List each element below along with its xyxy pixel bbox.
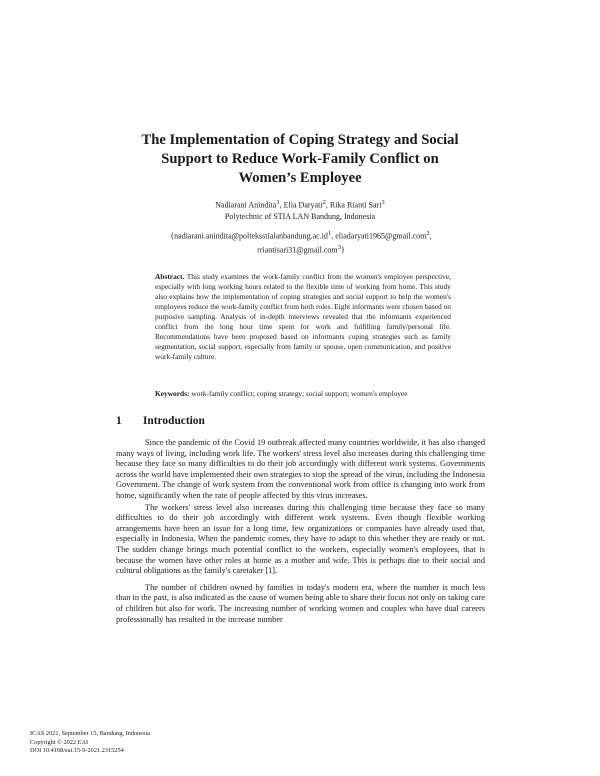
abstract-label: Abstract.: [155, 272, 185, 281]
author-separator: ,: [279, 200, 284, 210]
email-superscript: 1: [327, 230, 332, 237]
email-address: eliadaryati1965@gmail.com: [335, 231, 427, 241]
author-names: [120, 197, 480, 211]
author-superscript: 3: [381, 199, 385, 206]
keywords: [155, 389, 451, 399]
email-superscript: 2: [426, 230, 430, 237]
author-name: Nadiarani Anindita: [215, 200, 277, 210]
body-text: [116, 438, 485, 625]
email-superscript: 3: [337, 243, 341, 251]
body-paragraph: The number of children owned by families in today's modern era, where the number is much less than in the past, is also indicated as the cause of women being able to share their focus not only on taking care of children but also for work. The increasing number of working women and couples who have dual careers professionally has resulted in the increase number: [116, 582, 485, 624]
email-address: rriantisari31@gmail.com: [257, 245, 338, 255]
author-affiliation: Polytechnic of STIA LAN Bandung, Indonesia: [224, 211, 376, 221]
keywords-text: work-family conflict; coping strategy; social support; women's employee: [189, 389, 408, 398]
abstract: [155, 272, 451, 362]
section-number: 1: [116, 415, 122, 427]
author-block: [120, 197, 480, 222]
email-brace: }: [340, 245, 345, 255]
section-heading: [116, 415, 205, 427]
keywords-label: Keywords:: [155, 389, 190, 398]
author-superscript: 2: [322, 199, 326, 206]
author-superscript: 1: [276, 199, 280, 206]
email-separator: ,: [331, 231, 336, 241]
body-paragraph: Since the pandemic of the Covid 19 outbreak affected many countries worldwide, it has also changed many ways of living, including work life. The workers' stress level also increases during this challenging time because they face so many difficulties to do their job accordingly with different work systems. Governments across the world have implemented their own strategies to stop the spread of the virus, including the Indonesia Government. The change of work system from the conventional work from office is changing into work from home, significantly when the rate of people affected by this virus increases.: [116, 438, 485, 500]
footer-copyright: Copyright © 2022 EAI: [30, 738, 89, 746]
abstract-text: This study examines the work-family conflict from the women's employee perspective, especially with long working hours related to the flexible time of working from home. This study also explains how the implementation of coping strategies and social support to help the women's employees reduce the work-family conflict from both roles. Eight informants were chosen based on purposive sampling. Analysis of in-depth interviews revealed that the informants experienced conflict from the long hour time spent for work and fulfilling family/personal life. Recommendations have been proposed based on informants coping strategies such as family segmentation, social support, especially from family or spouse, open communication, and positive work-family culture.: [155, 272, 451, 361]
body-paragraph: The workers' stress level also increases during this challenging time because they face so many difficulties to do their job accordingly with different work systems. Even though flexible working arrangements have been an issue for a long time, few organizations or companies have already used that, especially in Indonesia. When the pandemic comes, they have to adapt to this whether they are ready or not. The sudden change brings much potential conflict to the workers, especially women's employees, that is because the women have other roles at home as a mother and wife. This is perhaps due to their social and cultural obligations as the family's caretaker [1].: [116, 502, 485, 576]
title-line: Women’s Employee: [238, 170, 362, 186]
footer-conference: ICAS 2021, September 15, Bandung, Indonesia: [30, 730, 150, 737]
footer-doi: DOI 10.4108/eai.15-9-2021.2315254: [30, 747, 124, 755]
paper-title: [100, 131, 500, 188]
page-footer: [30, 730, 330, 756]
email-brace: {: [170, 231, 175, 241]
author-name: Elia Daryati: [283, 200, 323, 210]
author-emails: [120, 228, 482, 255]
title-line: The Implementation of Coping Strategy and Social: [141, 132, 459, 148]
email-address: nadiarani.anindita@polteksstialanbandung.ac.id: [174, 231, 328, 241]
title-line: Support to Reduce Work-Family Conflict on: [161, 151, 439, 167]
section-title: Introduction: [143, 415, 205, 427]
author-name: Rika Rianti Sari: [329, 200, 382, 210]
author-separator: ,: [325, 200, 330, 210]
email-separator: ,: [429, 231, 432, 241]
